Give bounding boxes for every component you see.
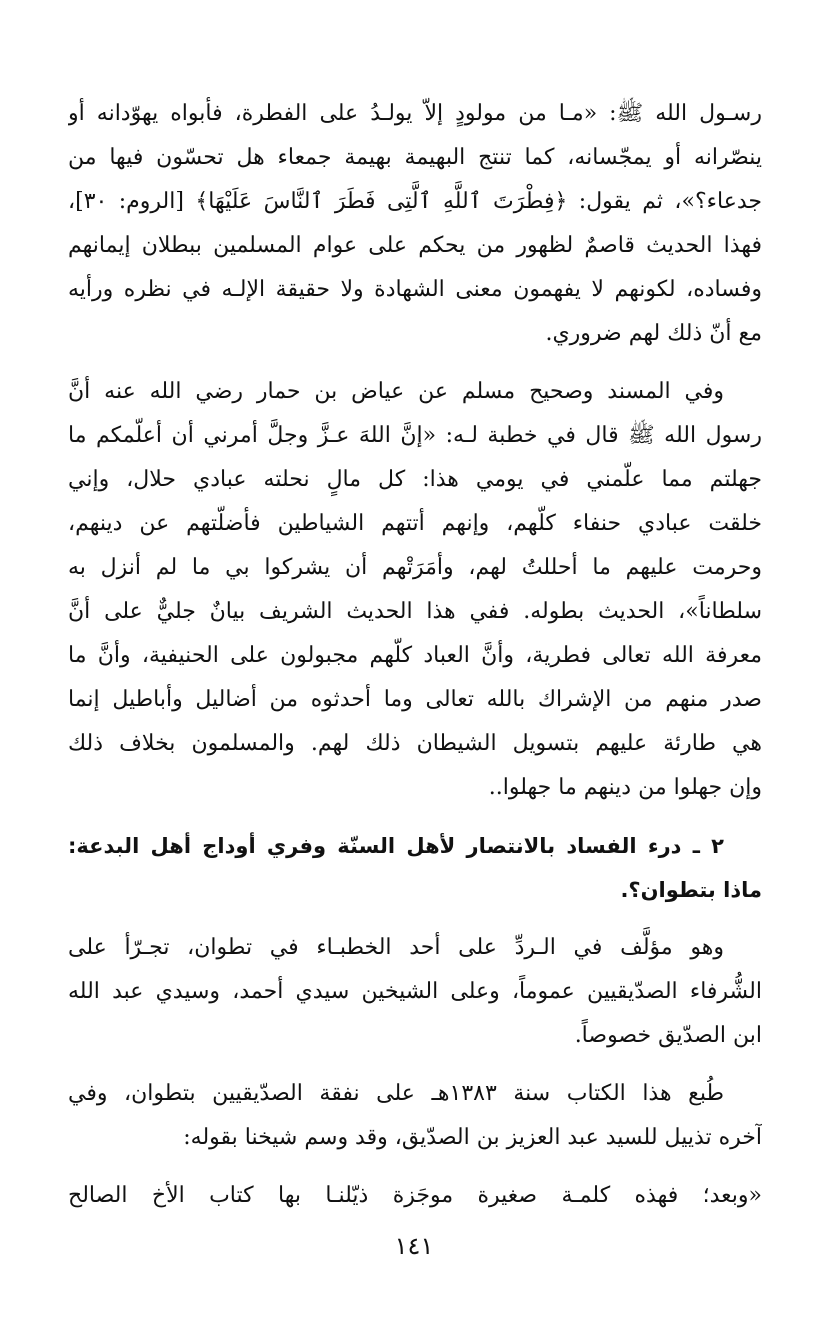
- paragraph-4: [68, 1072, 762, 1160]
- heading-line: ماذا بتطوان؟.: [620, 878, 762, 902]
- heading-line: ٢ ـ درء الفساد بالانتصار لأهل السنّة وفري أوداج أهل البدعة:: [68, 834, 724, 858]
- text-line: طُبع هذا الكتاب سنة ١٣٨٣هـ على نفقة الصدّيقيين بتطوان، وفي: [68, 1081, 724, 1106]
- section-heading: [68, 824, 762, 912]
- text-line: وحرمت عليهم ما أحللتُ لهم، وأمَرَتْهم أن يشركوا بي ما لم أنزل به: [68, 555, 762, 580]
- text-line: مع أنّ ذلك لهم ضروري.: [545, 321, 762, 346]
- text-line: جهلتم مما علّمني في يومي هذا: كل مالٍ نحلته عبادي حلال، وإني: [68, 467, 762, 492]
- page-body: [68, 92, 762, 1232]
- text-line: وفي المسند وصحيح مسلم عن عياض بن حمار رضي الله عنه أنَّ: [68, 379, 724, 404]
- text-line: هي طارئة عليهم بتسويل الشيطان ذلك لهم. والمسلمون بخلاف ذلك: [68, 731, 762, 756]
- text-line: «وبعد؛ فهذه كلمـة صغيرة موجَزة ذيّلنـا بها كتاب الأخ الصالح: [68, 1183, 762, 1208]
- paragraph-1: [68, 92, 762, 356]
- text-line: صدر منهم من الإشراك بالله تعالى وما أحدثوه من أضاليل وأباطيل إنما: [68, 687, 762, 712]
- text-line: رسـول الله ﷺ: «مـا من مولودٍ إلاّ يولـدُ على الفطرة، فأبواه يهوّدانه أو: [68, 101, 762, 126]
- text-line: فهذا الحديث قاصمٌ لظهور من يحكم على عوام المسلمين ببطلان إيمانهم: [68, 233, 762, 258]
- text-line: ينصّرانه أو يمجّسانه، كما تنتج البهيمة بهيمة جمعاء هل تحسّون فيها من: [68, 145, 762, 170]
- text-line: جدعاء؟»، ثم يقول: ﴿فِطْرَتَ ٱللَّهِ ٱلَّتِى فَطَرَ ٱلنَّاسَ عَلَيْهَا﴾ [الروم: ٣٠]،: [68, 189, 762, 214]
- paragraph-5: [68, 1174, 762, 1218]
- text-line: سلطاناً»، الحديث بطوله. ففي هذا الحديث الشريف بيانٌ جليٌّ على أنَّ: [68, 599, 762, 624]
- text-line: معرفة الله تعالى فطرية، وأنَّ العباد كلّهم مجبولون على الحنيفية، وأنَّ ما: [68, 643, 762, 668]
- text-line: وإن جهلوا من دينهم ما جهلوا..: [488, 775, 762, 800]
- text-line: الشُّرفاء الصدّيقيين عموماً، وعلى الشيخين سيدي أحمد، وسيدي عبد الله: [68, 979, 762, 1004]
- text-line: خلقت عبادي حنفاء كلّهم، وإنهم أتتهم الشياطين فأضلّتهم عن دينهم،: [68, 511, 762, 536]
- text-line: وهو مؤلَّف في الـردِّ على أحد الخطبـاء في تطوان، تجـرّأ على: [68, 935, 724, 960]
- text-line: وفساده، لكونهم لا يفهمون معنى الشهادة ولا حقيقة الإلـه في نظره ورأيه: [68, 277, 762, 302]
- text-line: ابن الصدّيق خصوصاً.: [574, 1023, 762, 1048]
- page-number: ١٤١: [394, 1232, 434, 1260]
- text-line: رسول الله ﷺ قال في خطبة لـه: «إنَّ اللهَ عـزَّ وجلَّ أمرني أن أعلّمكم ما: [68, 423, 762, 448]
- text-line: آخره تذييل للسيد عبد العزيز بن الصدّيق، وقد وسم شيخنا بقوله:: [183, 1125, 762, 1150]
- paragraph-3: [68, 926, 762, 1058]
- paragraph-2: [68, 370, 762, 810]
